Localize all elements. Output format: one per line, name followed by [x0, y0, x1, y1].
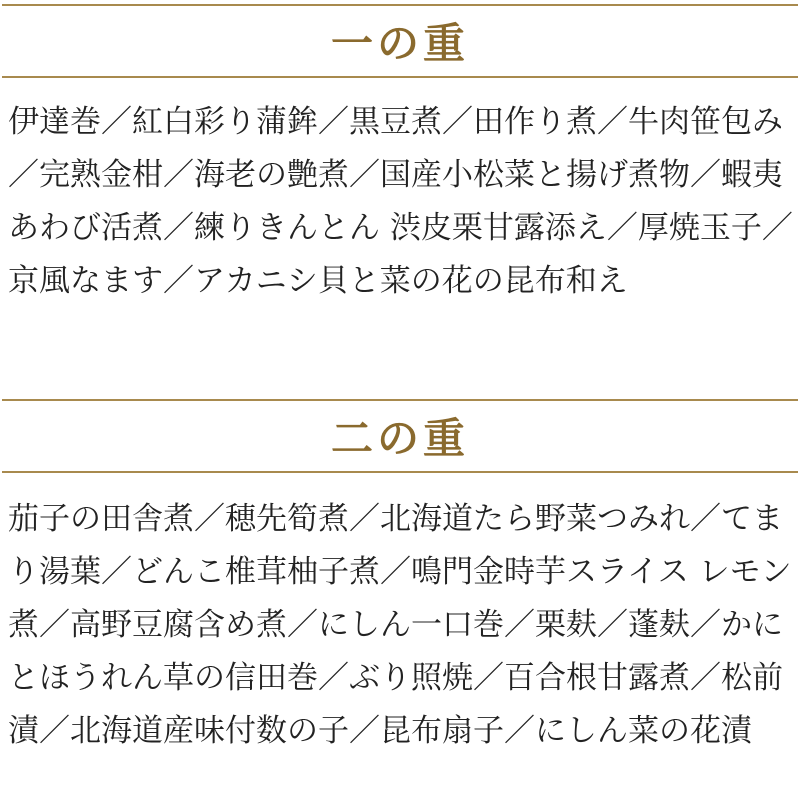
divider-bottom [2, 471, 798, 473]
divider-bottom [2, 76, 798, 78]
menu-items-text: 茄子の田舎煮／穂先筍煮／北海道たら野菜つみれ／てまり湯葉／どんこ椎茸柚子煮／鳴門金時芋スライス レモン煮／高野豆腐含め煮／にしん一口巻／栗麸／蓬麸／かにとほうれん草の信田巻／ぶり照焼／百合根甘露煮／松前漬／北海道産味付数の子／昆布扇子／にしん菜の花漬 [8, 501, 792, 749]
section-title: 二の重 [330, 414, 469, 463]
section-ichi-no-ju [0, 0, 800, 308]
section-title: 一の重 [330, 19, 469, 68]
menu-items-text: 伊達巻／紅白彩り蒲鉾／黒豆煮／田作り煮／牛肉笹包み／完熟金柑／海老の艶煮／国産小松菜と揚げ煮物／蝦夷あわび活煮／練りきんとん 渋皮栗甘露添え／厚焼玉子／京風なます／アカニシ貝と菜の花の昆布和え [8, 104, 793, 299]
section-ni-no-ju [0, 395, 800, 758]
